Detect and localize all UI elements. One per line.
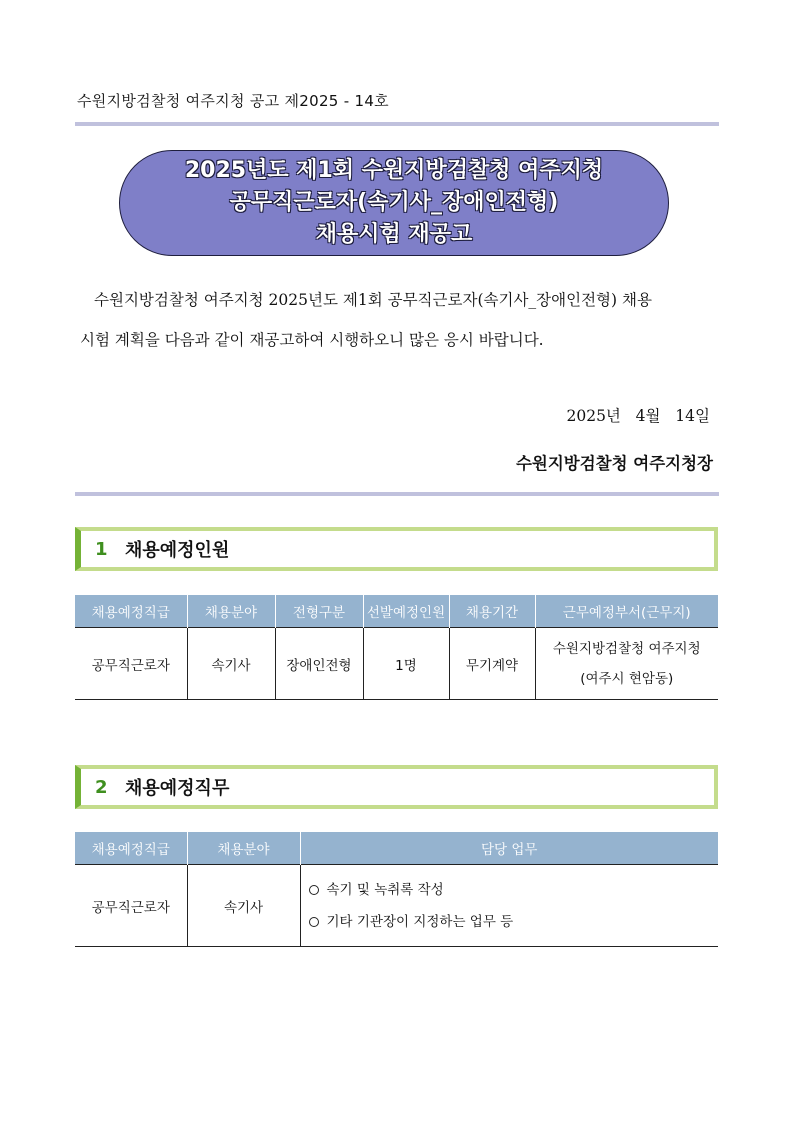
section-1-header (75, 527, 718, 571)
dept-line-1: 수원지방검찰청 여주지청 (552, 640, 701, 657)
issuer: 수원지방검찰청 여주지청장 (515, 454, 713, 473)
middle-divider (75, 492, 719, 496)
intro-line-1: 수원지방검찰청 여주지청 2025년도 제1회 공무직근로자(속기사_장애인전형) 채용 (94, 291, 652, 309)
circle-bullet-icon (309, 885, 319, 895)
cell-period: 무기계약 (449, 628, 535, 700)
cell-count: 1명 (363, 628, 449, 700)
duty-item (309, 906, 719, 938)
notice-number: 수원지방검찰청 여주지청 공고 제2025 - 14호 (77, 92, 389, 110)
section-2-number: 2 (95, 776, 108, 798)
table-row (75, 865, 718, 947)
header-dept: 근무예정부서(근무지) (535, 595, 718, 628)
cell-field: 속기사 (187, 865, 300, 947)
duty-text: 기타 기관장이 지정하는 업무 등 (326, 913, 514, 930)
duty-table (75, 832, 718, 947)
table-header-row (75, 595, 718, 628)
notice-date: 2025년 4월 14일 (566, 407, 710, 425)
header-type: 전형구분 (275, 595, 363, 628)
title-line-3: 채용시험 재공고 (315, 222, 473, 247)
cell-dept (535, 628, 718, 700)
header-rank: 채용예정직급 (75, 595, 187, 628)
cell-field: 속기사 (187, 628, 275, 700)
title-box (119, 150, 669, 256)
header-period: 채용기간 (449, 595, 535, 628)
cell-duty (300, 865, 718, 947)
header-field: 채용분야 (187, 595, 275, 628)
duty-item (309, 874, 719, 906)
header-rank: 채용예정직급 (75, 832, 187, 865)
title-line-2: 공무직근로자(속기사_장애인전형) (229, 190, 559, 215)
title-line-1: 2025년도 제1회 수원지방검찰청 여주지청 (184, 158, 604, 183)
circle-bullet-icon (309, 917, 319, 927)
cell-rank: 공무직근로자 (91, 657, 170, 674)
duty-text: 속기 및 녹취록 작성 (326, 881, 444, 898)
cell-type: 장애인전형 (275, 628, 363, 700)
header-duty: 담당 업무 (300, 832, 718, 865)
header-field: 채용분야 (187, 832, 300, 865)
section-1-title: 채용예정인원 (125, 540, 230, 561)
section-2-header (75, 765, 718, 809)
intro-line-2: 시험 계획을 다음과 같이 재공고하여 시행하오니 많은 응시 바랍니다. (80, 331, 544, 349)
table-header-row (75, 832, 718, 865)
section-2-title: 채용예정직무 (125, 778, 230, 799)
recruitment-table (75, 595, 718, 700)
section-1-number: 1 (95, 538, 108, 560)
header-count: 선발예정인원 (363, 595, 449, 628)
table-row (75, 628, 718, 700)
dept-line-2: (여주시 현암동) (580, 670, 674, 687)
top-divider (75, 122, 719, 126)
cell-rank: 공무직근로자 (91, 899, 170, 916)
